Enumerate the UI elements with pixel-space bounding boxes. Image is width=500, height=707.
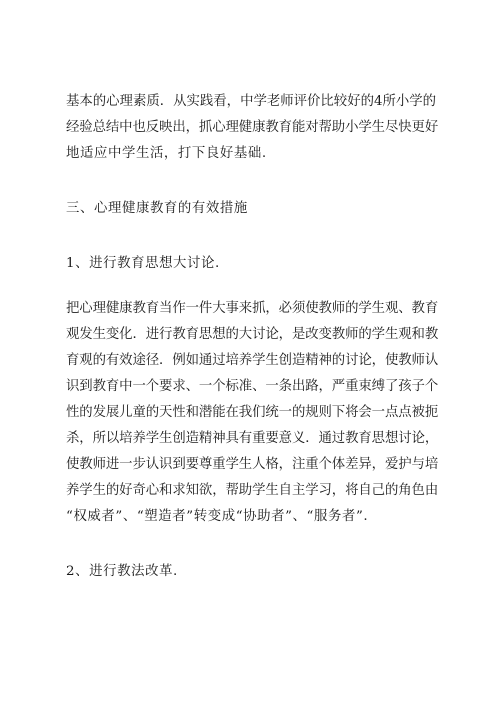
item-heading: 1、进行教育思想大讨论. [66,256,220,271]
paragraph-line: “权威者”、“塑造者”转变成“协助者”、“服务者”. [66,509,369,524]
paragraph-line: 经验总结中也反映出，抓心理健康教育能对帮助小学生尽快更好 [66,120,439,135]
paragraph-line: 育观的有效途径．例如通过培养学生创造精神的讨论，使教师认 [66,353,439,368]
item-heading: 2、进行教法改革. [66,564,178,579]
paragraph-line: 把心理健康教育当作一件大事来抓，必须使教师的学生观、教育 [66,301,439,316]
paragraph-line: 识到教育中一个要求、一个标准、一条出路，严重束缚了孩子个 [66,379,439,394]
section-heading: 三、心理健康教育的有效措施 [66,201,248,216]
paragraph-line: 使教师进一步认识到要尊重学生人格，注重个体差异，爱护与培 [66,457,439,472]
paragraph-line: 基本的心理素质．从实践看，中学老师评价比较好的4所小学的 [66,94,437,109]
paragraph-line: 性的发展儿童的天性和潜能在我们统一的规则下将会一点点被扼 [66,405,439,420]
paragraph-line: 地适应中学生活，打下良好基础. [66,146,267,161]
paragraph-line: 观发生变化．进行教育思想的大讨论，是改变教师的学生观和教 [66,327,439,342]
paragraph-line: 杀，所以培养学生创造精神具有重要意义．通过教育思想讨论， [66,431,439,446]
paragraph-line: 养学生的好奇心和求知欲，帮助学生自主学习，将自己的角色由 [66,483,439,498]
